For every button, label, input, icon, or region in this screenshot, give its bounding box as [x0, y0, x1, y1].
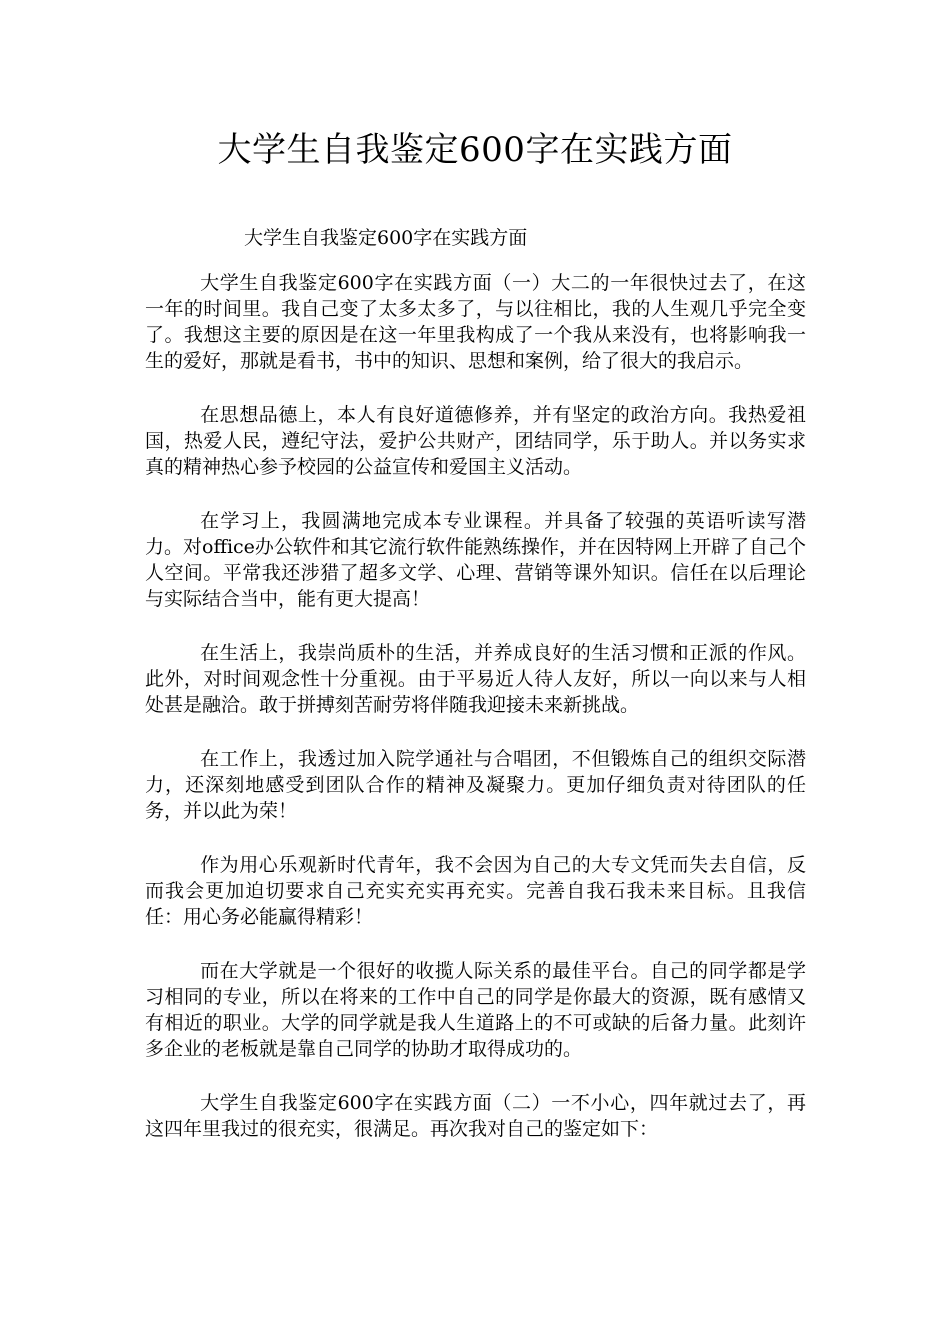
paragraph: 在生活上，我崇尚质朴的生活，并养成良好的生活习惯和正派的作风。此外，对时间观念性十分重视。由于平易近人待人友好，所以一向以来与人相处甚是融洽。敢于拼搏刻苦耐劳将伴随我迎接未来新挑战。 — [145, 642, 806, 716]
paragraph: 在工作上，我透过加入院学通社与合唱团，不但锻炼自己的组织交际潜力，还深刻地感受到团队合作的精神及凝聚力。更加仔细负责对待团队的任务，并以此为荣！ — [145, 748, 806, 822]
paragraph: 而在大学就是一个很好的收揽人际关系的最佳平台。自己的同学都是学习相同的专业，所以在将来的工作中自己的同学是你最大的资源，既有感情又有相近的职业。大学的同学就是我人生道路上的不可或缺的后备力量。此刻许多企业的老板就是靠自己同学的协助才取得成功的。 — [145, 960, 806, 1060]
paragraph: 作为用心乐观新时代青年，我不会因为自己的大专文凭而失去自信，反而我会更加迫切要求自己充实充实再充实。完善自我石我未来目标。且我信任：用心务必能赢得精彩！ — [145, 854, 806, 928]
paragraph: 在学习上，我圆满地完成本专业课程。并具备了较强的英语听读写潜力。对office办公软件和其它流行软件能熟练操作，并在因特网上开辟了自己个人空间。平常我还涉猎了超多文学、心理、营销等课外知识。信任在以后理论与实际结合当中，能有更大提高！ — [145, 510, 806, 610]
paragraph: 大学生自我鉴定600字在实践方面（一）大二的一年很快过去了，在这一年的时间里。我自己变了太多太多了，与以往相比，我的人生观几乎完全变了。我想这主要的原因是在这一年里我构成了一个我从来没有，也将影响我一生的爱好，那就是看书，书中的知识、思想和案例，给了很大的我启示。 — [145, 272, 806, 372]
document-title: 大学生自我鉴定600字在实践方面 — [217, 130, 733, 170]
paragraph: 在思想品德上，本人有良好道德修养，并有坚定的政治方向。我热爱祖国，热爱人民，遵纪守法，爱护公共财产，团结同学，乐于助人。并以务实求真的精神热心参予校园的公益宣传和爱国主义活动。 — [145, 404, 806, 478]
document-subtitle: 大学生自我鉴定600字在实践方面 — [244, 227, 528, 249]
paragraph: 大学生自我鉴定600字在实践方面（二）一不小心，四年就过去了，再这四年里我过的很充实，很满足。再次我对自己的鉴定如下： — [145, 1092, 806, 1140]
document-body — [145, 270, 806, 1170]
